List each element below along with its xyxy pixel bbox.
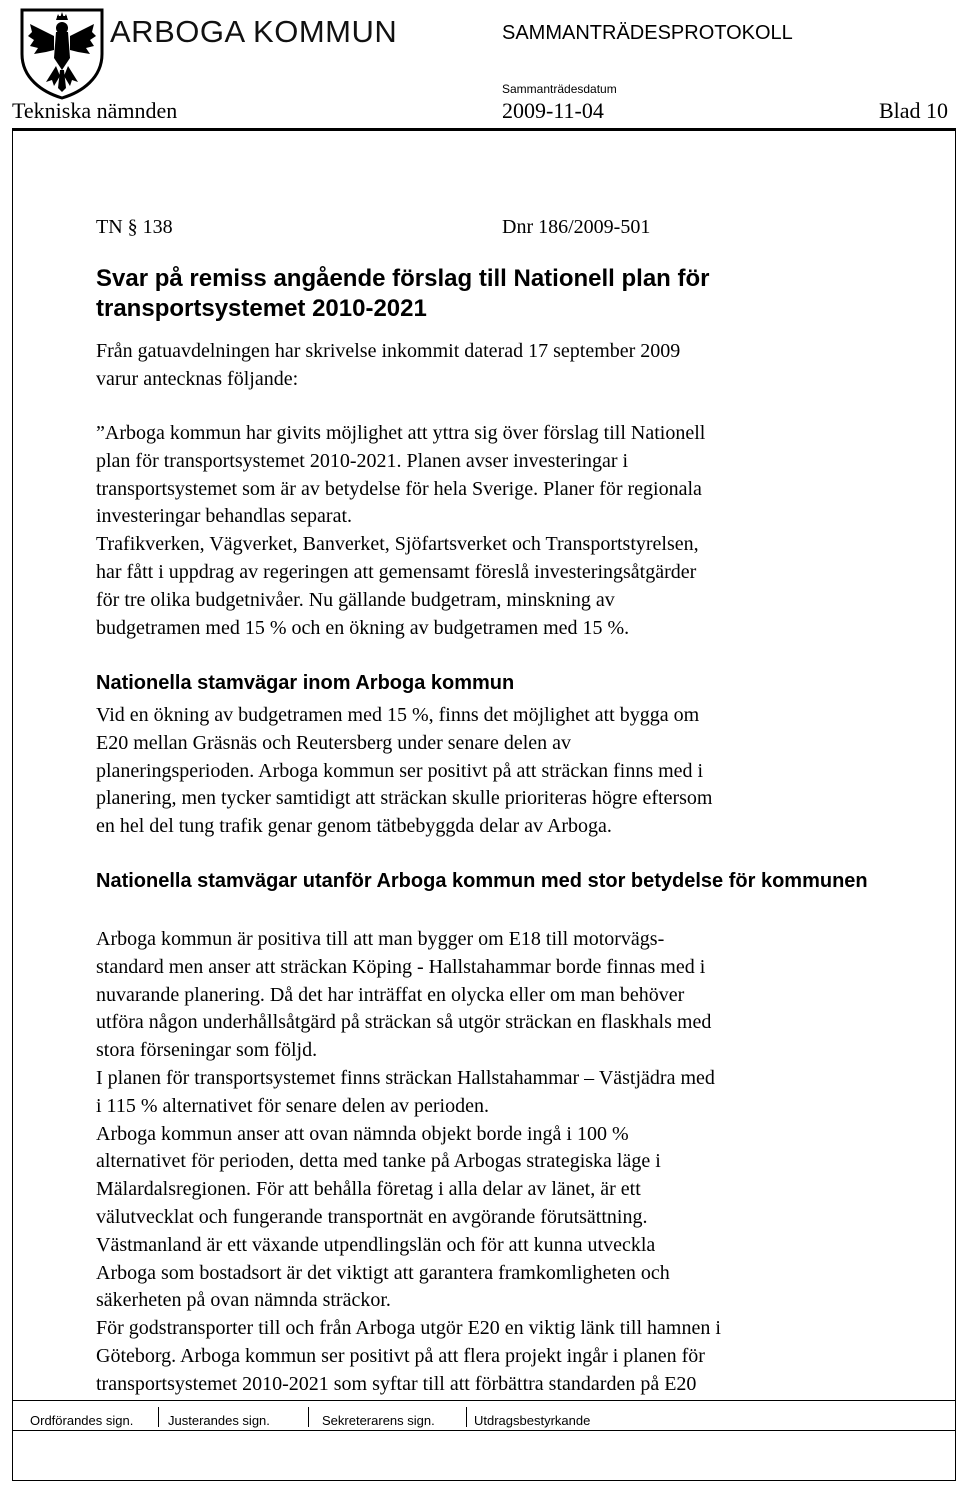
extract-certification-label: Utdragsbestyrkande bbox=[474, 1413, 591, 1428]
document-type: SAMMANTRÄDESPROTOKOLL bbox=[502, 22, 793, 44]
section-text-outside: Arboga kommun är positiva till att man bygger om E18 till motorvägs- standard men anser att sträckan Köping - Hallstahammar borde finnas med i nuvarande planering. Då det har inträffat en olycka eller om man behöver utföra någon underhållsåtgärd på sträckan så utgör sträckan en flaskhals med stora förseningar som följd. I planen för transportsystemet finns sträckan Hallstahammar – Västjädra med i 115 % alternativet för senare delen av perioden. Arboga kommun anser att ovan nämnda objekt borde ingå i 100 % alternativet för perioden, detta med tanke på Arbogas strategiska läge i Mälardalsregionen. För att behålla företag i alla delar av länet, är ett välutvecklat och fungerande transportnät en avgörande förutsättning. Västmanland är ett växande utpendlingslän och för att kunna utveckla Arboga som bostadsort är det viktigt att garantera framkomligheten och säkerheten på ovan nämnda sträckor. För godstransporter till och från Arboga utgör E20 en viktig länk till hamnen i Göteborg. Arboga kommun ser positivt på att flera projekt ingår i planen för transportsystemet 2010-2021 som syftar till att förbättra standarden på E20 bbox=[96, 928, 721, 1395]
municipality-name: ARBOGA KOMMUN bbox=[110, 14, 398, 49]
section-text-within: Vid en ökning av budgetramen med 15 %, finns det möjlighet att bygga om E20 mellan Gräsnäs och Reutersberg under senare delen av planeringsperioden. Arboga kommun ser positivt på att sträckan finns med i planering, men tycker samtidigt att sträckan skulle prioriteras högre eftersom en hel del tung trafik genar genom tätbebyggda delar av Arboga. bbox=[96, 704, 713, 838]
case-number: TN § 138 bbox=[96, 216, 173, 238]
chair-signature-label: Ordförandes sign. bbox=[30, 1413, 134, 1428]
page-number: Blad 10 bbox=[878, 98, 948, 123]
signature-divider bbox=[12, 1430, 956, 1431]
section-heading-within: Nationella stamvägar inom Arboga kommun bbox=[96, 672, 515, 694]
signature-separator bbox=[466, 1407, 467, 1427]
adjuster-signature-label: Justerandes sign. bbox=[168, 1413, 270, 1428]
committee-name: Tekniska nämnden bbox=[12, 98, 178, 123]
registration-number: Dnr 186/2009-501 bbox=[502, 216, 651, 238]
meeting-date-label: Sammanträdesdatum bbox=[502, 82, 617, 96]
signature-separator bbox=[308, 1407, 309, 1427]
item-title: Svar på remiss angående förslag till Nationell plan för transportsystemet 2010-2021 bbox=[96, 265, 710, 322]
intro-paragraph: Från gatuavdelningen har skrivelse inkommit daterad 17 september 2009 varur antecknas följande: bbox=[96, 340, 681, 390]
secretary-signature-label: Sekreterarens sign. bbox=[322, 1413, 435, 1428]
section-heading-outside: Nationella stamvägar utanför Arboga kommun med stor betydelse för kommunen bbox=[96, 870, 868, 892]
signature-separator bbox=[158, 1407, 159, 1427]
quote-paragraph: ”Arboga kommun har givits möjlighet att yttra sig över förslag till Nationell plan för transportsystemet 2010-2021. Planen avser investeringar i transportsystemet som är av betydelse för hela Sverige. Planer för regionala investeringar behandlas separat. Trafikverken, Vägverket, Banverket, Sjöfartsverket och Transportstyrelsen, har fått i uppdrag av regeringen att gemensamt föreslå investeringsåtgärder för tre olika budgetnivåer. Nu gällande budgetram, minskning av budgetramen med 15 % och en ökning av budgetramen med 15 %. bbox=[96, 422, 706, 639]
meeting-date: 2009-11-04 bbox=[502, 98, 604, 123]
header-divider bbox=[12, 129, 956, 131]
arboga-eagle-crest-icon bbox=[16, 6, 108, 100]
